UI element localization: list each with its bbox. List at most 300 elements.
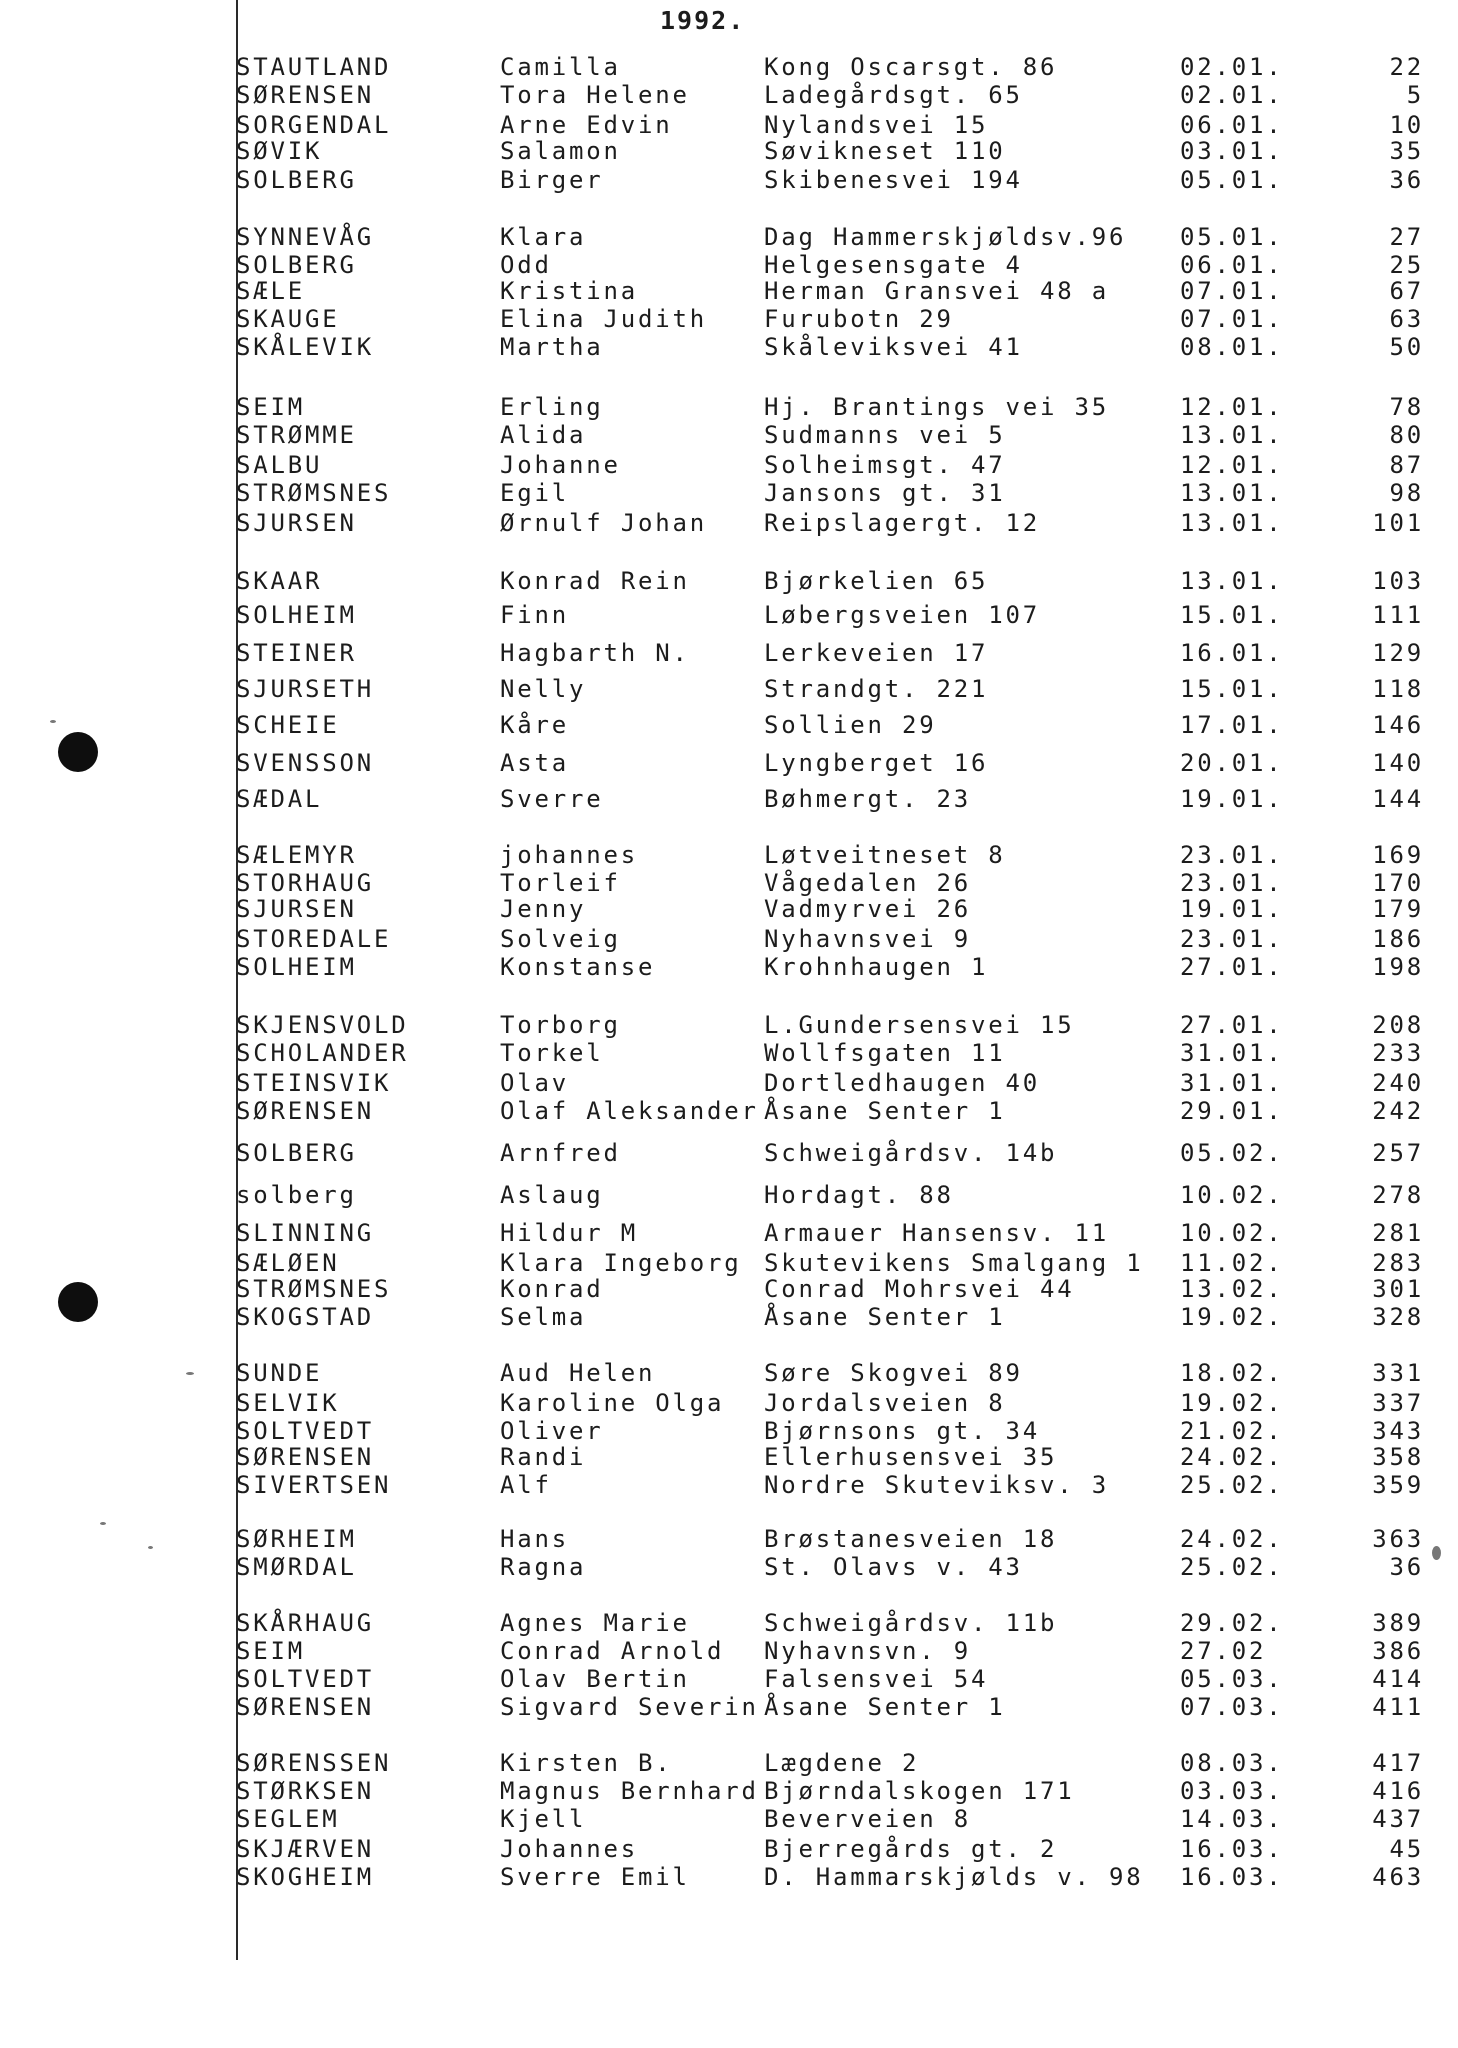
cell-address: Løtveitneset 8 <box>764 841 1006 869</box>
cell-date: 24.02. <box>1180 1525 1284 1553</box>
cell-given: johannes <box>500 841 638 869</box>
register-row <box>0 1358 1458 1388</box>
cell-date: 23.01. <box>1180 869 1284 897</box>
cell-num: 78 <box>1389 393 1424 421</box>
cell-address: Herman Gransvei 48 a <box>764 277 1109 305</box>
register-row <box>0 508 1458 538</box>
register-row <box>0 392 1458 422</box>
cell-given: Aslaug <box>500 1181 604 1209</box>
register-row <box>0 222 1458 252</box>
cell-date: 19.02. <box>1180 1389 1284 1417</box>
cell-address: Ellerhusensvei 35 <box>764 1443 1058 1471</box>
cell-num: 63 <box>1389 305 1424 333</box>
cell-given: Arnfred <box>500 1139 621 1167</box>
cell-given: Camilla <box>500 53 621 81</box>
cell-num: 358 <box>1372 1443 1424 1471</box>
register-row <box>0 1470 1458 1500</box>
cell-given: Magnus Bernhard <box>500 1777 759 1805</box>
cell-given: Olav <box>500 1069 569 1097</box>
cell-date: 12.01. <box>1180 451 1284 479</box>
cell-date: 13.01. <box>1180 509 1284 537</box>
register-row <box>0 136 1458 166</box>
cell-surname: SOLTVEDT <box>236 1665 374 1693</box>
cell-num: 98 <box>1389 479 1424 507</box>
register-row <box>0 840 1458 870</box>
cell-given: Aud Helen <box>500 1359 656 1387</box>
register-row <box>0 1138 1458 1168</box>
register-row <box>0 1862 1458 1892</box>
cell-given: Arne Edvin <box>500 111 673 139</box>
cell-num: 463 <box>1372 1863 1424 1891</box>
cell-num: 301 <box>1372 1275 1424 1303</box>
cell-surname: SOLHEIM <box>236 601 357 629</box>
cell-address: Bjørkelien 65 <box>764 567 989 595</box>
cell-address: D. Hammarskjølds v. 98 <box>764 1863 1144 1891</box>
cell-address: Helgesensgate 4 <box>764 251 1023 279</box>
cell-address: Åsane Senter 1 <box>764 1303 1006 1331</box>
cell-given: Olaf Aleksander <box>500 1097 759 1125</box>
cell-date: 21.02. <box>1180 1417 1284 1445</box>
cell-surname: SKOGSTAD <box>236 1303 374 1331</box>
cell-address: Hj. Brantings vei 35 <box>764 393 1109 421</box>
cell-address: Løbergsveien 107 <box>764 601 1040 629</box>
cell-surname: SVENSSON <box>236 749 374 777</box>
cell-surname: SYNNEVÅG <box>236 223 374 251</box>
cell-num: 186 <box>1372 925 1424 953</box>
cell-given: Nelly <box>500 675 587 703</box>
cell-num: 144 <box>1372 785 1424 813</box>
cell-date: 15.01. <box>1180 601 1284 629</box>
cell-surname: SOLTVEDT <box>236 1417 374 1445</box>
register-row <box>0 1776 1458 1806</box>
register-row <box>0 1068 1458 1098</box>
cell-address: Bjerregårds gt. 2 <box>764 1835 1058 1863</box>
cell-date: 23.01. <box>1180 841 1284 869</box>
cell-address: Krohnhaugen 1 <box>764 953 989 981</box>
cell-num: 337 <box>1372 1389 1424 1417</box>
cell-address: Lægdene 2 <box>764 1749 920 1777</box>
cell-surname: SJURSEN <box>236 509 357 537</box>
cell-surname: SØRENSEN <box>236 1097 374 1125</box>
cell-given: Sverre Emil <box>500 1863 690 1891</box>
cell-num: 169 <box>1372 841 1424 869</box>
cell-given: Agnes Marie <box>500 1609 690 1637</box>
cell-surname: STRØMSNES <box>236 1275 392 1303</box>
cell-date: 13.01. <box>1180 421 1284 449</box>
cell-num: 416 <box>1372 1777 1424 1805</box>
cell-num: 281 <box>1372 1219 1424 1247</box>
cell-given: Konrad Rein <box>500 567 690 595</box>
register-row <box>0 1302 1458 1332</box>
cell-date: 25.02. <box>1180 1553 1284 1581</box>
register-row <box>0 1608 1458 1638</box>
cell-address: Åsane Senter 1 <box>764 1693 1006 1721</box>
cell-address: L.Gundersensvei 15 <box>764 1011 1075 1039</box>
cell-date: 27.01. <box>1180 1011 1284 1039</box>
cell-num: 5 <box>1406 81 1424 109</box>
register-row <box>0 332 1458 362</box>
cell-surname: SÆDAL <box>236 785 323 813</box>
cell-date: 29.02. <box>1180 1609 1284 1637</box>
page-title: 1992. <box>660 6 746 35</box>
cell-num: 36 <box>1389 1553 1424 1581</box>
cell-date: 08.03. <box>1180 1749 1284 1777</box>
cell-given: Kristina <box>500 277 638 305</box>
register-row <box>0 1834 1458 1864</box>
cell-given: Oliver <box>500 1417 604 1445</box>
cell-num: 111 <box>1372 601 1424 629</box>
cell-address: Dag Hammerskjøldsv.96 <box>764 223 1127 251</box>
cell-given: Asta <box>500 749 569 777</box>
register-row <box>0 638 1458 668</box>
cell-surname: SØRENSEN <box>236 1443 374 1471</box>
register-row <box>0 924 1458 954</box>
register-row <box>0 304 1458 334</box>
cell-date: 07.01. <box>1180 277 1284 305</box>
cell-num: 10 <box>1389 111 1424 139</box>
cell-surname: SEGLEM <box>236 1805 340 1833</box>
cell-given: Tora Helene <box>500 81 690 109</box>
cell-date: 20.01. <box>1180 749 1284 777</box>
cell-date: 03.03. <box>1180 1777 1284 1805</box>
register-row <box>0 1038 1458 1068</box>
cell-address: Lyngberget 16 <box>764 749 989 777</box>
cell-given: Ragna <box>500 1553 587 1581</box>
cell-date: 16.03. <box>1180 1863 1284 1891</box>
cell-surname: SUNDE <box>236 1359 323 1387</box>
register-row <box>0 1552 1458 1582</box>
cell-num: 35 <box>1389 137 1424 165</box>
cell-surname: SÆLEMYR <box>236 841 357 869</box>
cell-given: Solveig <box>500 925 621 953</box>
cell-surname: STEINER <box>236 639 357 667</box>
cell-address: Jansons gt. 31 <box>764 479 1006 507</box>
cell-date: 27.01. <box>1180 953 1284 981</box>
cell-date: 05.03. <box>1180 1665 1284 1693</box>
register-row <box>0 1180 1458 1210</box>
cell-given: Torborg <box>500 1011 621 1039</box>
cell-address: Hordagt. 88 <box>764 1181 954 1209</box>
cell-address: Beverveien 8 <box>764 1805 971 1833</box>
register-row <box>0 1804 1458 1834</box>
cell-given: Alida <box>500 421 587 449</box>
cell-address: Conrad Mohrsvei 44 <box>764 1275 1075 1303</box>
cell-num: 359 <box>1372 1471 1424 1499</box>
register-row <box>0 1274 1458 1304</box>
cell-date: 24.02. <box>1180 1443 1284 1471</box>
cell-date: 02.01. <box>1180 53 1284 81</box>
cell-given: Conrad Arnold <box>500 1637 725 1665</box>
cell-address: Reipslagergt. 12 <box>764 509 1040 537</box>
cell-num: 363 <box>1372 1525 1424 1553</box>
cell-num: 25 <box>1389 251 1424 279</box>
cell-num: 50 <box>1389 333 1424 361</box>
register-row <box>0 748 1458 778</box>
cell-surname: SJURSEN <box>236 895 357 923</box>
cell-surname: SEIM <box>236 393 305 421</box>
cell-date: 05.02. <box>1180 1139 1284 1167</box>
cell-given: Karoline Olga <box>500 1389 725 1417</box>
cell-surname: STAUTLAND <box>236 53 392 81</box>
cell-surname: SORGENDAL <box>236 111 392 139</box>
cell-given: Sverre <box>500 785 604 813</box>
cell-given: Hagbarth N. <box>500 639 690 667</box>
register-row <box>0 478 1458 508</box>
cell-num: 170 <box>1372 869 1424 897</box>
cell-date: 06.01. <box>1180 111 1284 139</box>
cell-given: Torleif <box>500 869 621 897</box>
cell-surname: SALBU <box>236 451 323 479</box>
cell-given: Hans <box>500 1525 569 1553</box>
cell-num: 179 <box>1372 895 1424 923</box>
cell-surname: SMØRDAL <box>236 1553 357 1581</box>
cell-address: Schweigårdsv. 14b <box>764 1139 1058 1167</box>
cell-surname: SKJÆRVEN <box>236 1835 374 1863</box>
cell-surname: SØRENSSEN <box>236 1749 392 1777</box>
cell-given: Kjell <box>500 1805 587 1833</box>
register-row <box>0 276 1458 306</box>
cell-date: 14.03. <box>1180 1805 1284 1833</box>
cell-address: Kong Oscarsgt. 86 <box>764 53 1058 81</box>
cell-address: Skåleviksvei 41 <box>764 333 1023 361</box>
register-row <box>0 952 1458 982</box>
cell-surname: SOLHEIM <box>236 953 357 981</box>
cell-address: Bøhmergt. 23 <box>764 785 971 813</box>
cell-date: 31.01. <box>1180 1039 1284 1067</box>
cell-date: 18.02. <box>1180 1359 1284 1387</box>
cell-date: 19.01. <box>1180 785 1284 813</box>
cell-address: Ladegårdsgt. 65 <box>764 81 1023 109</box>
cell-date: 10.02. <box>1180 1219 1284 1247</box>
cell-surname: SLINNING <box>236 1219 374 1247</box>
cell-num: 118 <box>1372 675 1424 703</box>
register-row <box>0 420 1458 450</box>
cell-given: Finn <box>500 601 569 629</box>
cell-date: 16.03. <box>1180 1835 1284 1863</box>
register-row <box>0 450 1458 480</box>
cell-address: Vadmyrvei 26 <box>764 895 971 923</box>
cell-address: St. Olavs v. 43 <box>764 1553 1023 1581</box>
cell-surname: SOLBERG <box>236 166 357 194</box>
cell-address: Søvikneset 110 <box>764 137 1006 165</box>
register-row <box>0 1664 1458 1694</box>
register-row <box>0 1010 1458 1040</box>
cell-surname: SØVIK <box>236 137 323 165</box>
cell-given: Martha <box>500 333 604 361</box>
cell-num: 67 <box>1389 277 1424 305</box>
cell-address: Bjørndalskogen 171 <box>764 1777 1075 1805</box>
cell-date: 25.02. <box>1180 1471 1284 1499</box>
cell-surname: STORHAUG <box>236 869 374 897</box>
cell-given: Konrad <box>500 1275 604 1303</box>
cell-given: Olav Bertin <box>500 1665 690 1693</box>
cell-address: Skutevikens Smalgang 1 <box>764 1249 1144 1277</box>
register-row <box>0 894 1458 924</box>
cell-address: Sudmanns vei 5 <box>764 421 1006 449</box>
cell-num: 233 <box>1372 1039 1424 1067</box>
cell-surname: SOLBERG <box>236 251 357 279</box>
cell-num: 414 <box>1372 1665 1424 1693</box>
cell-surname: SØRENSEN <box>236 1693 374 1721</box>
cell-date: 05.01. <box>1180 166 1284 194</box>
cell-address: Armauer Hansensv. 11 <box>764 1219 1109 1247</box>
cell-given: Salamon <box>500 137 621 165</box>
cell-surname: SCHOLANDER <box>236 1039 409 1067</box>
cell-surname: SKOGHEIM <box>236 1863 374 1891</box>
cell-address: Nyhavnsvn. 9 <box>764 1637 971 1665</box>
cell-address: Bjørnsons gt. 34 <box>764 1417 1040 1445</box>
cell-address: Dortledhaugen 40 <box>764 1069 1040 1097</box>
cell-surname: SKAUGE <box>236 305 340 333</box>
cell-date: 19.02. <box>1180 1303 1284 1331</box>
cell-given: Hildur M <box>500 1219 638 1247</box>
register-row <box>0 1096 1458 1126</box>
cell-num: 140 <box>1372 749 1424 777</box>
cell-given: Konstanse <box>500 953 656 981</box>
cell-given: Johannes <box>500 1835 638 1863</box>
cell-given: Elina Judith <box>500 305 707 333</box>
cell-surname: SJURSETH <box>236 675 374 703</box>
cell-address: Lerkeveien 17 <box>764 639 989 667</box>
cell-date: 31.01. <box>1180 1069 1284 1097</box>
cell-surname: STRØMME <box>236 421 357 449</box>
cell-given: Johanne <box>500 451 621 479</box>
cell-num: 22 <box>1389 53 1424 81</box>
register-row <box>0 784 1458 814</box>
cell-address: Schweigårdsv. 11b <box>764 1609 1058 1637</box>
cell-date: 29.01. <box>1180 1097 1284 1125</box>
cell-date: 19.01. <box>1180 895 1284 923</box>
cell-date: 07.01. <box>1180 305 1284 333</box>
cell-given: Kirsten B. <box>500 1749 673 1777</box>
cell-surname: SÆLE <box>236 277 305 305</box>
register-row <box>0 710 1458 740</box>
cell-given: Ørnulf Johan <box>500 509 707 537</box>
cell-num: 27 <box>1389 223 1424 251</box>
cell-address: Nyhavnsvei 9 <box>764 925 971 953</box>
cell-date: 17.01. <box>1180 711 1284 739</box>
cell-given: Randi <box>500 1443 587 1471</box>
cell-date: 06.01. <box>1180 251 1284 279</box>
register-row <box>0 600 1458 630</box>
cell-address: Åsane Senter 1 <box>764 1097 1006 1125</box>
register-row <box>0 52 1458 82</box>
cell-given: Torkel <box>500 1039 604 1067</box>
cell-surname: STOREDALE <box>236 925 392 953</box>
register-row <box>0 1388 1458 1418</box>
cell-surname: SKAAR <box>236 567 323 595</box>
cell-num: 45 <box>1389 1835 1424 1863</box>
cell-given: Erling <box>500 393 604 421</box>
cell-date: 13.01. <box>1180 567 1284 595</box>
cell-num: 129 <box>1372 639 1424 667</box>
cell-given: Egil <box>500 479 569 507</box>
cell-address: Nordre Skuteviksv. 3 <box>764 1471 1109 1499</box>
cell-address: Vågedalen 26 <box>764 869 971 897</box>
cell-surname: STRØMSNES <box>236 479 392 507</box>
cell-surname: SOLBERG <box>236 1139 357 1167</box>
cell-surname: SÆLØEN <box>236 1249 340 1277</box>
cell-given: Jenny <box>500 895 587 923</box>
cell-address: Strandgt. 221 <box>764 675 989 703</box>
cell-given: Birger <box>500 166 604 194</box>
cell-address: Nylandsvei 15 <box>764 111 989 139</box>
register-row <box>0 1748 1458 1778</box>
register-row <box>0 165 1458 195</box>
cell-surname: SELVIK <box>236 1389 340 1417</box>
cell-given: Sigvard Severin <box>500 1693 759 1721</box>
register-row <box>0 1218 1458 1248</box>
cell-given: Kåre <box>500 711 569 739</box>
cell-address: Jordalsveien 8 <box>764 1389 1006 1417</box>
cell-date: 11.02. <box>1180 1249 1284 1277</box>
cell-date: 05.01. <box>1180 223 1284 251</box>
cell-given: Selma <box>500 1303 587 1331</box>
cell-num: 417 <box>1372 1749 1424 1777</box>
cell-num: 198 <box>1372 953 1424 981</box>
register-row <box>0 1692 1458 1722</box>
cell-given: Klara Ingeborg <box>500 1249 742 1277</box>
cell-date: 03.01. <box>1180 137 1284 165</box>
cell-address: Wollfsgaten 11 <box>764 1039 1006 1067</box>
cell-num: 278 <box>1372 1181 1424 1209</box>
cell-num: 208 <box>1372 1011 1424 1039</box>
cell-given: Alf <box>500 1471 552 1499</box>
cell-num: 242 <box>1372 1097 1424 1125</box>
cell-num: 240 <box>1372 1069 1424 1097</box>
cell-date: 07.03. <box>1180 1693 1284 1721</box>
register-row <box>0 1636 1458 1666</box>
cell-date: 16.01. <box>1180 639 1284 667</box>
cell-date: 12.01. <box>1180 393 1284 421</box>
cell-num: 343 <box>1372 1417 1424 1445</box>
cell-surname: STEINSVIK <box>236 1069 392 1097</box>
register-row <box>0 566 1458 596</box>
cell-num: 103 <box>1372 567 1424 595</box>
cell-surname: SKÅRHAUG <box>236 1609 374 1637</box>
cell-num: 331 <box>1372 1359 1424 1387</box>
cell-date: 23.01. <box>1180 925 1284 953</box>
cell-surname: solberg <box>236 1181 357 1209</box>
cell-num: 389 <box>1372 1609 1424 1637</box>
cell-num: 386 <box>1372 1637 1424 1665</box>
cell-address: Falsensvei 54 <box>764 1665 989 1693</box>
cell-num: 411 <box>1372 1693 1424 1721</box>
register-row <box>0 1442 1458 1472</box>
cell-given: Odd <box>500 251 552 279</box>
cell-num: 328 <box>1372 1303 1424 1331</box>
cell-address: Solheimsgt. 47 <box>764 451 1006 479</box>
cell-address: Skibenesvei 194 <box>764 166 1023 194</box>
cell-num: 36 <box>1389 166 1424 194</box>
cell-num: 101 <box>1372 509 1424 537</box>
cell-address: Brøstanesveien 18 <box>764 1525 1058 1553</box>
cell-surname: SKJENSVOLD <box>236 1011 409 1039</box>
cell-address: Sollien 29 <box>764 711 937 739</box>
cell-surname: SIVERTSEN <box>236 1471 392 1499</box>
cell-date: 08.01. <box>1180 333 1284 361</box>
cell-num: 257 <box>1372 1139 1424 1167</box>
register-row <box>0 674 1458 704</box>
cell-date: 13.02. <box>1180 1275 1284 1303</box>
cell-surname: STØRKSEN <box>236 1777 374 1805</box>
cell-date: 10.02. <box>1180 1181 1284 1209</box>
cell-date: 13.01. <box>1180 479 1284 507</box>
cell-num: 437 <box>1372 1805 1424 1833</box>
cell-address: Søre Skogvei 89 <box>764 1359 1023 1387</box>
cell-surname: SØRHEIM <box>236 1525 357 1553</box>
cell-surname: SØRENSEN <box>236 81 374 109</box>
